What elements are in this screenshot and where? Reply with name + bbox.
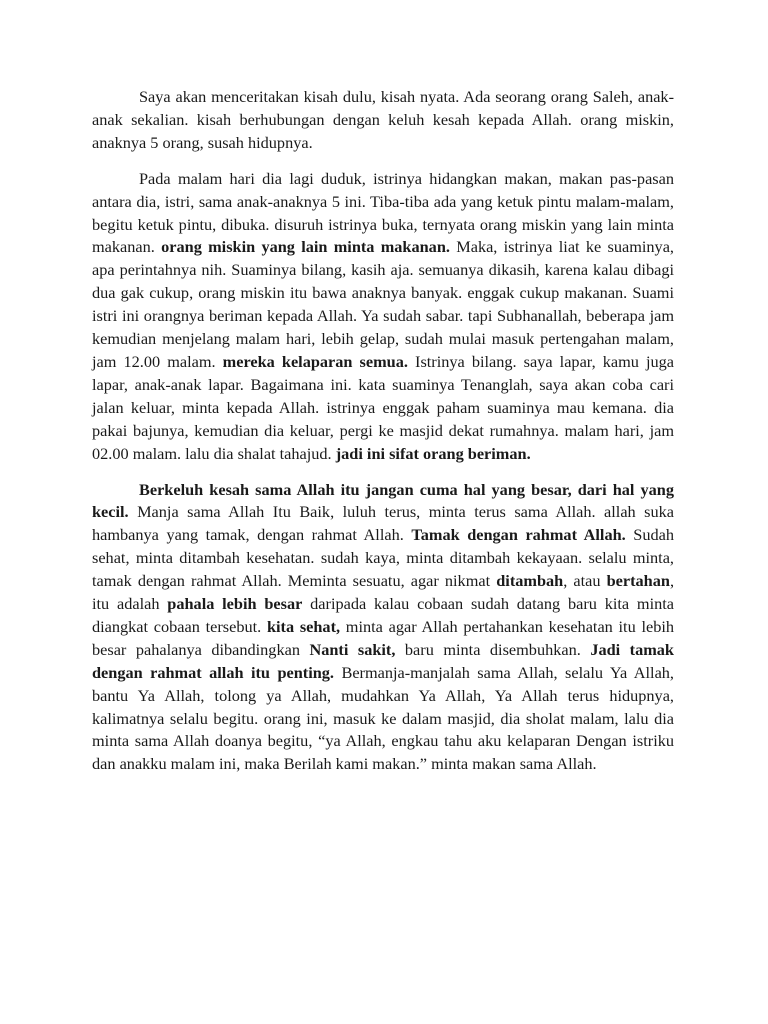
bold-text-segment: mereka kelaparan semua. (222, 351, 408, 371)
text-segment: Manja sama Allah Itu Baik, luluh terus, minta terus sama Allah. allah suka hambanya yang tamak, dengan rahmat Allah. (92, 502, 674, 545)
bold-text-segment: Nanti sakit, (309, 639, 396, 659)
text-segment: Bermanja-manjalah sama Allah, selalu Ya Allah, bantu Ya Allah, tolong ya Allah, mudahkan Ya Allah, Ya Allah terus hidupnya, kalimatnya selalu begitu. orang ini, masuk ke dalam masjid, dia sholat malam, lalu dia minta sama Allah doanya begitu, “ya Allah, engkau tahu aku kelaparan Dengan istriku dan anakku malam ini, maka Berilah kami makan.” minta makan sama Allah. (92, 662, 675, 774)
text-segment: baru minta disembuhkan. (395, 639, 591, 659)
bold-text-segment: Jadi tamak dengan rahmat allah itu penting. (92, 639, 674, 682)
paragraph (92, 168, 674, 466)
bold-text-segment: pahala lebih besar (167, 594, 303, 614)
bold-text-segment: bertahan (606, 571, 670, 591)
document-page (92, 86, 674, 789)
text-segment: , atau (563, 571, 607, 591)
text-segment: , itu adalah (92, 571, 675, 614)
text-segment: Saya akan menceritakan kisah dulu, kisah nyata. Ada seorang orang Saleh, anak-anak sekalian. kisah berhubungan dengan keluh kesah kepada Allah. orang miskin, anaknya 5 orang, susah hidupnya. (92, 87, 674, 152)
bold-text-segment: jadi ini sifat orang beriman. (335, 443, 531, 463)
paragraph (92, 86, 674, 155)
text-segment: minta agar Allah pertahankan kesehatan itu lebih besar pahalanya dibandingkan (92, 616, 675, 659)
text-segment: Maka, istrinya liat ke suaminya, apa perintahnya nih. Suaminya bilang, kasih aja. semuanya dikasih, karena kalau dibagi dua gak cukup, orang miskin itu bawa anaknya banyak. enggak cukup makanan. Suami istri ini orangnya beriman kepada Allah. Ya sudah sabar. tapi Subhanallah, beberapa jam kemudian menjelang malam hari, lebih gelap, sudah mulai masuk pertengahan malam, jam 12.00 malam. (92, 237, 674, 371)
bold-text-segment: Berkeluh kesah sama Allah itu jangan cuma hal yang besar, dari hal yang kecil. (92, 479, 674, 522)
paragraph (92, 479, 674, 777)
bold-text-segment: kita sehat, (266, 616, 341, 636)
text-segment: Istrinya bilang. saya lapar, kamu juga lapar, anak-anak lapar. Bagaimana ini. kata suaminya Tenanglah, saya akan coba cari jalan keluar, minta kepada Allah. istrinya enggak paham suaminya mau kemana. dia pakai bajunya, kemudian dia keluar, pergi ke masjid dekat rumahnya. malam hari, jam 02.00 malam. lalu dia shalat tahajud. (92, 351, 674, 463)
bold-text-segment: ditambah (496, 571, 564, 591)
text-segment: Pada malam hari dia lagi duduk, istrinya hidangkan makan, makan pas-pasan antara dia, istri, sama anak-anaknya 5 ini. Tiba-tiba ada yang ketuk pintu malam-malam, begitu ketuk pintu, dibuka. disuruh istrinya buka, ternyata orang miskin yang lain minta makanan. (92, 168, 674, 257)
bold-text-segment: orang miskin yang lain minta makanan. (161, 237, 450, 257)
text-segment: Sudah sehat, minta ditambah kesehatan. sudah kaya, minta ditambah kekayaan. selalu minta, tamak dengan rahmat Allah. Meminta sesuatu, agar nikmat (92, 525, 675, 591)
bold-text-segment: Tamak dengan rahmat Allah. (411, 525, 626, 545)
text-segment: daripada kalau cobaan sudah datang baru kita minta diangkat cobaan tersebut. (92, 594, 675, 636)
